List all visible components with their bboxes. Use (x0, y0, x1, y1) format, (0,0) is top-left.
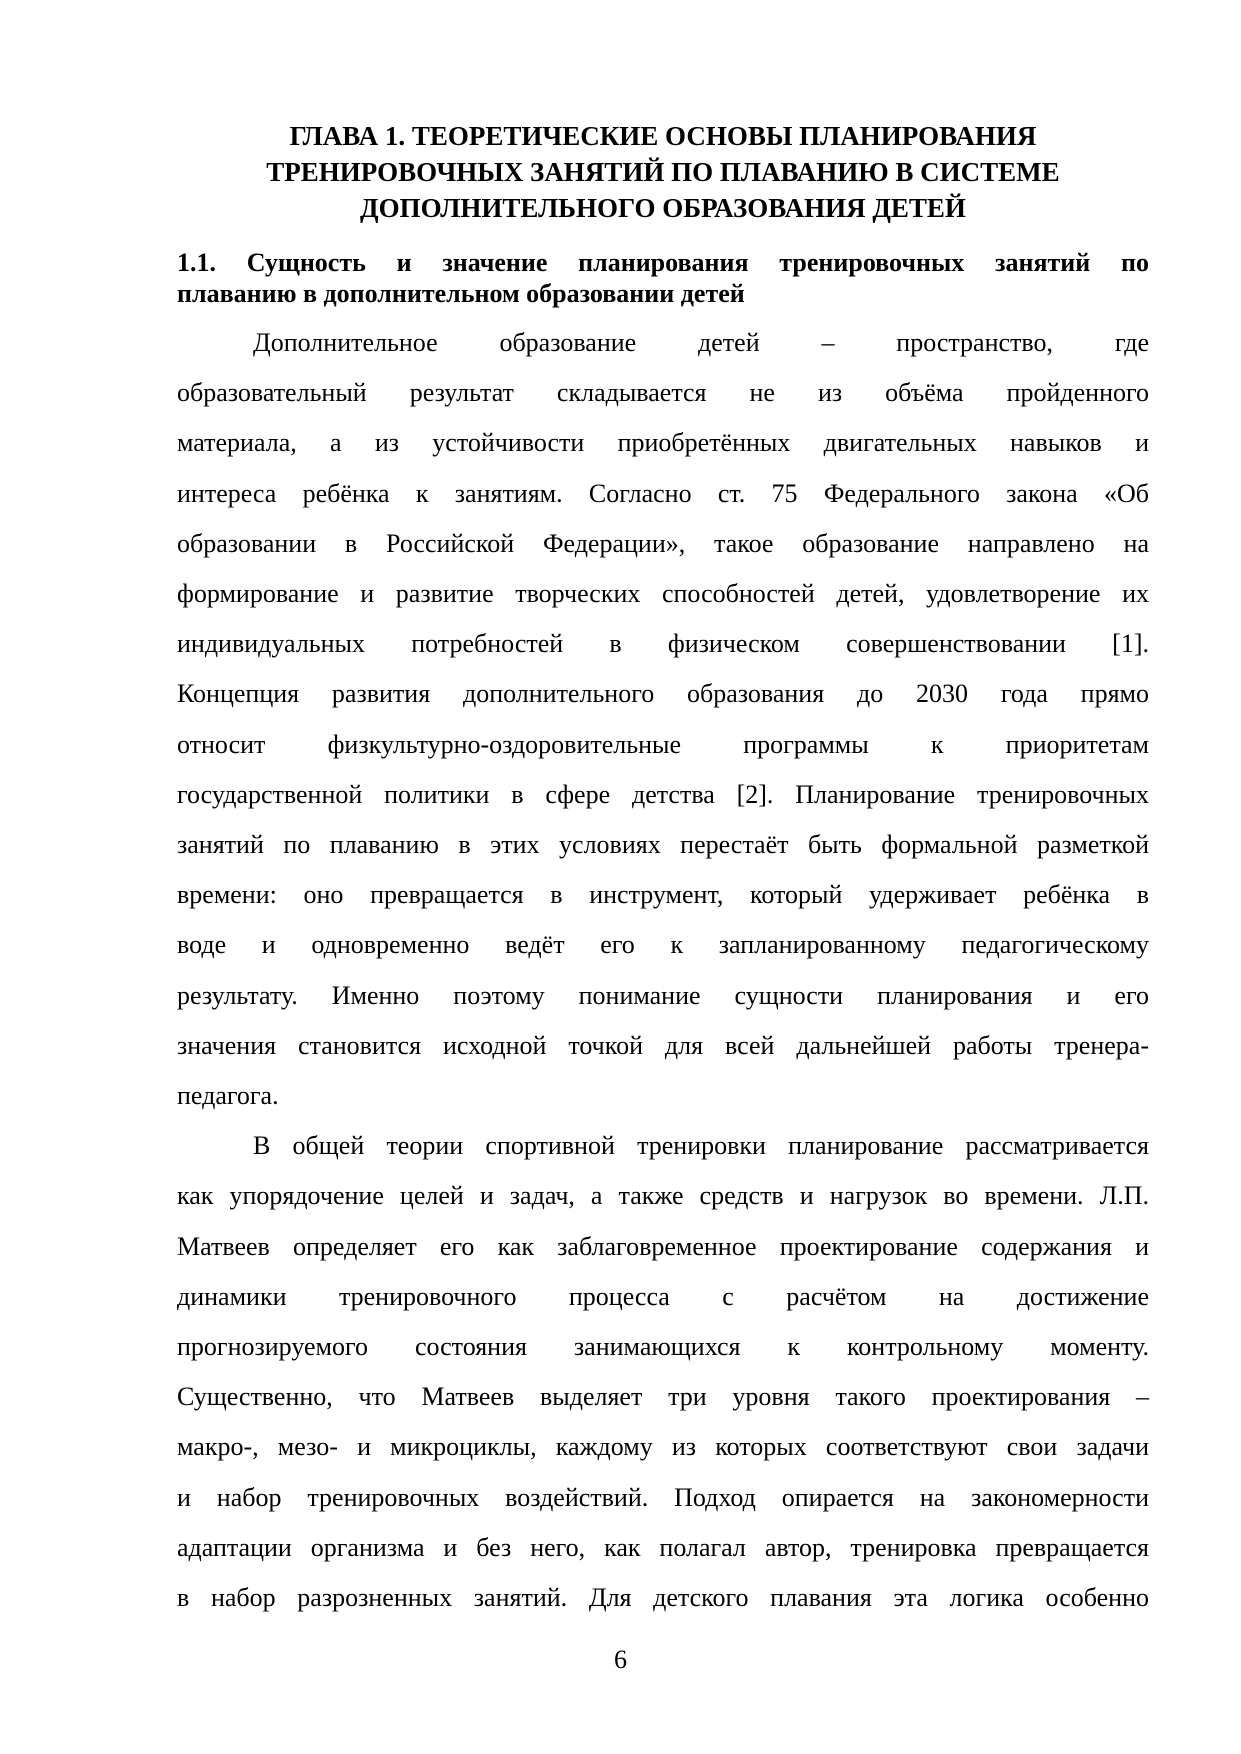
text-line: индивидуальных потребностей в физическом совершенствовании [1]. (177, 629, 1149, 659)
text-line: времени: оно превращается в инструмент, который удерживает ребёнка в (177, 880, 1149, 910)
text-line: воде и одновременно ведёт его к запланированному педагогическому (177, 930, 1149, 960)
text-line: педагога. (177, 1081, 279, 1111)
body-text (177, 318, 1149, 1623)
text-line: занятий по плаванию в этих условиях перестаёт быть формальной разметкой (177, 830, 1149, 860)
section-heading-line: плаванию в дополнительном образовании детей (177, 279, 745, 308)
chapter-title (177, 118, 1149, 226)
text-line: и набор тренировочных воздействий. Подход опирается на закономерности (177, 1482, 1149, 1512)
text-line: образовании в Российской Федерации», такое образование направлено на (177, 528, 1149, 558)
text-line: Матвеев определяет его как заблаговременное проектирование содержания и (177, 1231, 1149, 1261)
paragraph (177, 318, 1149, 1121)
text-line: значения становится исходной точкой для всей дальнейшей работы тренера- (177, 1030, 1149, 1060)
text-line: прогнозируемого состояния занимающихся к контрольному моменту. (177, 1332, 1149, 1362)
text-line: макро-, мезо- и микроциклы, каждому из которых соответствуют свои задачи (177, 1432, 1149, 1462)
section-heading (177, 247, 1149, 309)
text-line: формирование и развитие творческих способностей детей, удовлетворение их (177, 579, 1149, 609)
text-line: в набор разрозненных занятий. Для детского плавания эта логика особенно (177, 1583, 1149, 1613)
text-line: государственной политики в сфере детства [2]. Планирование тренировочных (177, 779, 1149, 809)
text-line: как упорядочение целей и задач, а также средств и нагрузок во времени. Л.П. (177, 1181, 1149, 1211)
chapter-title-line: ТРЕНИРОВОЧНЫХ ЗАНЯТИЙ ПО ПЛАВАНИЮ В СИСТЕМЕ (266, 157, 1060, 187)
text-line: Концепция развития дополнительного образования до 2030 года прямо (177, 679, 1149, 709)
chapter-title-line: ГЛАВА 1. ТЕОРЕТИЧЕСКИЕ ОСНОВЫ ПЛАНИРОВАНИЯ (289, 121, 1037, 151)
text-line: Дополнительное образование детей – пространство, где (253, 328, 1149, 357)
section-heading-line: 1.1. Сущность и значение планирования тренировочных занятий по (177, 248, 1149, 277)
text-line: образовательный результат складывается не из объёма пройденного (177, 378, 1149, 408)
text-line: адаптации организма и без него, как полагал автор, тренировка превращается (177, 1532, 1149, 1562)
text-line: результату. Именно поэтому понимание сущности планирования и его (177, 980, 1149, 1010)
text-line: относит физкультурно-оздоровительные программы к приоритетам (177, 729, 1149, 759)
text-line: Существенно, что Матвеев выделяет три уровня такого проектирования – (177, 1382, 1149, 1412)
paragraph (177, 1121, 1149, 1623)
text-line: материала, а из устойчивости приобретённых двигательных навыков и (177, 428, 1149, 458)
text-line: интереса ребёнка к занятиям. Согласно ст. 75 Федерального закона «Об (177, 478, 1149, 508)
page-number: 6 (614, 1645, 627, 1674)
text-line: В общей теории спортивной тренировки планирование рассматривается (253, 1131, 1149, 1161)
text-line: динамики тренировочного процесса с расчётом на достижение (177, 1281, 1149, 1311)
chapter-title-line: ДОПОЛНИТЕЛЬНОГО ОБРАЗОВАНИЯ ДЕТЕЙ (360, 193, 966, 223)
